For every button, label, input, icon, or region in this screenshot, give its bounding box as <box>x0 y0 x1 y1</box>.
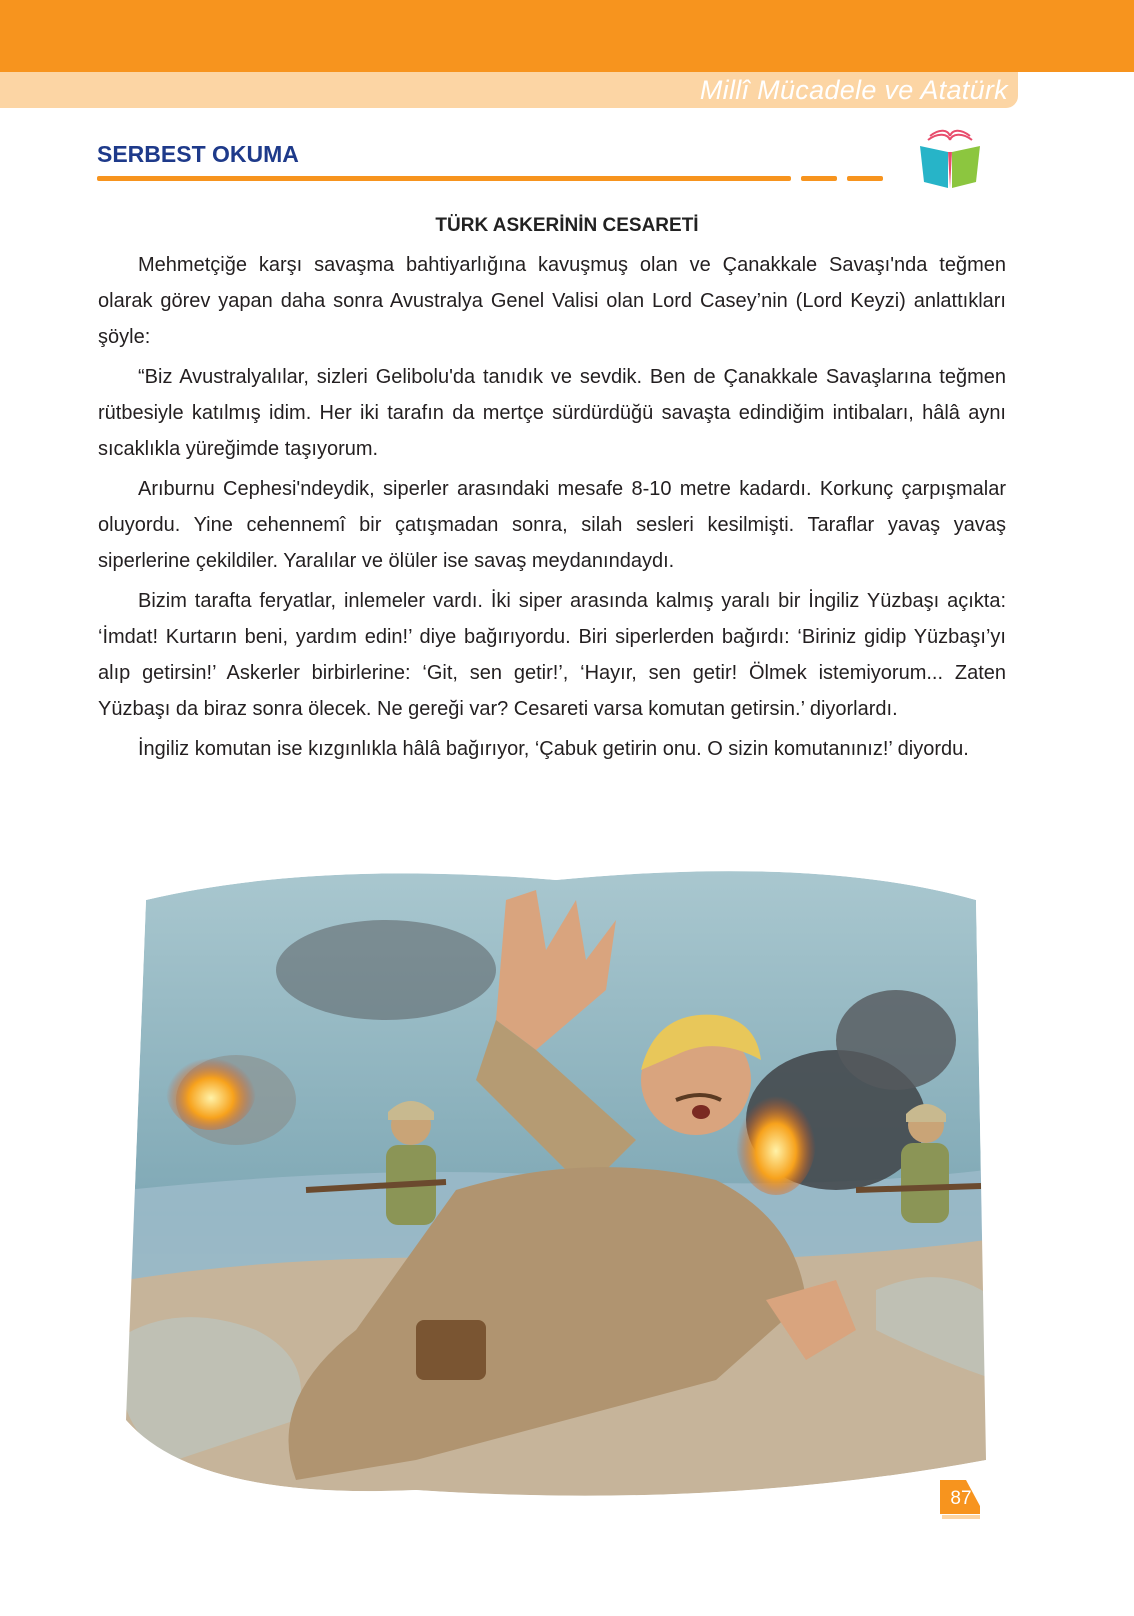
top-banner <box>0 0 1134 72</box>
section-title: SERBEST OKUMA <box>97 141 299 167</box>
paragraph: İngiliz komutan ise kızgınlıkla hâlâ bağırıyor, ‘Çabuk getirin onu. O sizin komutanınız!’ diyordu. <box>138 738 969 760</box>
explosion <box>166 1050 256 1130</box>
section-dash <box>801 176 837 181</box>
book-title: Millî Mücadele ve Atatürk <box>699 75 1008 105</box>
paragraph: Bizim tarafta feryatlar, inlemeler vardı. İki siper arasında kalmış yaralı bir İngiliz Yüzbaşı açıkta: ‘İmdat! Kurtarın beni, yardım edin!’ diye bağırıyordu. Biri siperlerden bağırdı: ‘Biriniz gidip Yüzbaşı’yı alıp getirsin!’ Askerler birbirlerine: ‘Git, sen getir!’, ‘Hayır, sen getir! Ölmek istemiyorum... Zaten Yüzbaşı da biraz sonra ölecek. Ne gereği var? Cesareti varsa komutan getirsin.’ diyorlardı. <box>98 590 1006 720</box>
battle-illustration <box>116 860 996 1510</box>
open-book-icon <box>918 128 982 194</box>
smoke-cloud <box>276 920 496 1020</box>
story-title: TÜRK ASKERİNİN CESARETİ <box>435 215 699 236</box>
section-dash <box>755 176 791 181</box>
paragraph: “Biz Avustralyalılar, sizleri Gelibolu'da tanıdık ve sevdik. Ben de Çanakkale Savaşlarına teğmen rütbesiyle katılmış idim. Her iki tarafın da mertçe sürdürdüğü savaşta edindiğim intibaları, hâlâ aynı sıcaklıkla yüreğimde taşıyorum. <box>98 366 1006 460</box>
section-dash <box>847 176 883 181</box>
page-number: 87 <box>950 1488 972 1509</box>
explosion <box>736 1085 816 1195</box>
paragraph: Arıburnu Cephesi'ndeydik, siperler arasındaki mesafe 8-10 metre kadardı. Korkunç çarpışmalar oluyordu. Yine cehennemî bir çatışmadan sonra, silah sesleri kesilmişti. Taraflar yavaş yavaş siperlerine çekildiler. Yaralılar ve ölüler ise savaş meydanındaydı. <box>98 478 1006 572</box>
paragraph: Mehmetçiğe karşı savaşma bahtiyarlığına kavuşmuş olan ve Çanakkale Savaşı'nda teğmen olarak görev yapan daha sonra Avustralya Genel Valisi olan Lord Casey’nin (Lord Keyzi) anlattıkları şöyle: <box>98 254 1006 348</box>
section-underline <box>97 176 765 181</box>
story-text <box>98 247 1006 771</box>
smoke-cloud <box>836 990 956 1090</box>
